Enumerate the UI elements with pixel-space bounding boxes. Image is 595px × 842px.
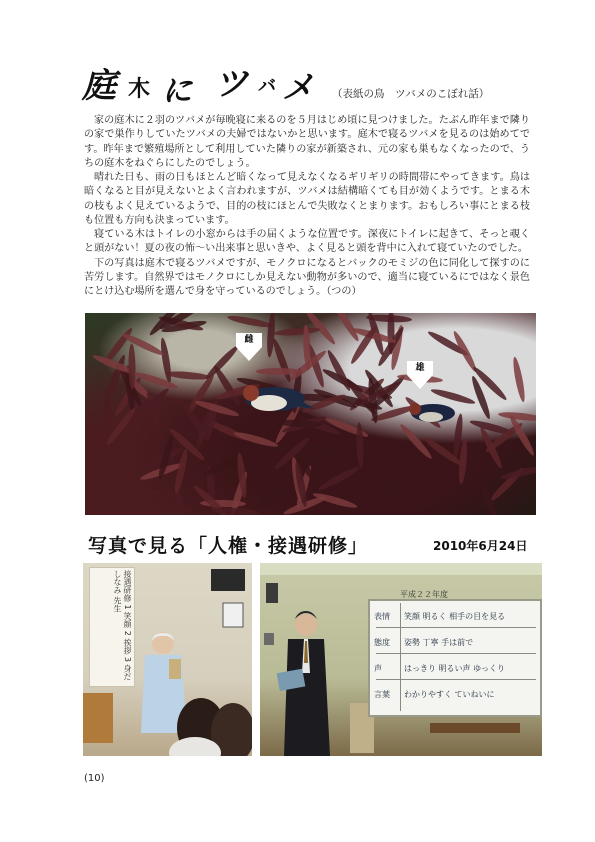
title-char: ツ — [214, 64, 248, 104]
leaf-shape — [500, 464, 536, 481]
leaf-shape — [128, 343, 136, 389]
leaf-shape — [165, 370, 211, 381]
lecture-photo-right — [260, 563, 542, 756]
board-key: 声 — [374, 664, 382, 673]
arrow-down-icon — [236, 347, 262, 361]
section-heading: 写真で見る「人権・接遇研修」 — [88, 535, 369, 557]
title-char: 庭 — [82, 66, 116, 106]
page-number: (10) — [84, 773, 105, 784]
article-body — [84, 114, 530, 299]
title-char: 木 — [128, 76, 151, 102]
paragraph: 家の庭木に２羽のツバメが毎晩寝に来るのを５月はじめ頃に見つけました。たぶん昨年まで隣りの家で巣作りしていたツバメの夫婦ではないかと思います。庭木で寝るツバメを見るのは始めてです。昨年まで繁殖場所として利用していた隣りの家が新築され、元の家も巣もなくなったので、うちの庭木をねぐらにしたのでしょう。 — [84, 115, 530, 169]
board-key: 態度 — [374, 638, 390, 647]
board-key: 表情 — [374, 612, 390, 621]
swallow-photo — [85, 313, 536, 515]
paragraph: 下の写真は庭木で寝るツバメですが、モノクロになるとバックのモミジの色に同化して探すのに苦労します。自然界ではモノクロにしか見えない動物が多いので、適当に寝ているにではなく景色にとけ込む場所を選んで身を守っているのでしょう。（つの） — [84, 257, 530, 297]
leaf-shape — [274, 326, 320, 337]
page-title — [82, 52, 522, 109]
leaf-shape — [118, 479, 164, 498]
leaf-shape — [251, 478, 289, 515]
title-char: バ — [258, 76, 276, 97]
leaf-shape — [212, 507, 258, 515]
male-label: 雄 — [407, 361, 433, 375]
title-char: メ — [282, 68, 315, 106]
male-swallow — [403, 393, 463, 433]
leaf-shape — [227, 314, 273, 330]
leaf-shape — [356, 422, 365, 468]
arrow-down-icon — [407, 375, 433, 389]
board-row-text: 姿勢 丁寧 手は前で — [404, 638, 474, 647]
board-row-text: はっきり 明るい声 ゆっくり — [404, 664, 506, 673]
title-subtitle: （表紙の鳥 ツバメのこぼれ話） — [332, 88, 490, 100]
leaf-shape — [372, 469, 411, 504]
leaf-shape — [511, 356, 527, 402]
title-char: に — [162, 74, 192, 109]
female-label: 雌 — [236, 333, 262, 347]
lecture-photo-left — [83, 563, 252, 756]
leaf-shape — [121, 331, 165, 357]
leaf-shape — [98, 485, 122, 515]
speaker-figure — [83, 563, 252, 756]
board-row-text: 笑顔 明るく 相手の目を見る — [404, 612, 506, 621]
female-swallow — [235, 371, 315, 421]
board-row-text: わかりやすく ていねいに — [404, 690, 495, 699]
board-header: 平成２２年度 — [400, 590, 448, 599]
paragraph: 寝ている木はトイレの小窓からは手の届くような位置です。深夜にトイレに起きて、そっと覗くと頭がない！夏の夜の怖〜い出来事と思いきや、よく見ると頭を背中に入れて寝ていたのでした。 — [84, 229, 530, 255]
presenter-figure — [260, 563, 542, 756]
board-key: 言葉 — [374, 690, 390, 699]
section-date: 2010年6月24日 — [433, 539, 528, 553]
training-banner: 接遇研修 1 笑顔 2 挨拶 3 身だしなみ 先生 — [89, 567, 135, 687]
leaf-shape — [159, 337, 173, 384]
paragraph: 晴れた日も、雨の日もほとんど暗くなって見えなくなるギリギリの時間帯にやってきます。鳥は暗くなると目が見えないとよく言われますが、ツバメは結構暗くても目が効くようです。とまる木の枝もよく見えているようで、目的の枝にほとんで失敗なくとまります。おもしろい事にとまる枝も位置も方向も決まっています。 — [84, 172, 530, 226]
leaf-shape — [317, 465, 361, 493]
